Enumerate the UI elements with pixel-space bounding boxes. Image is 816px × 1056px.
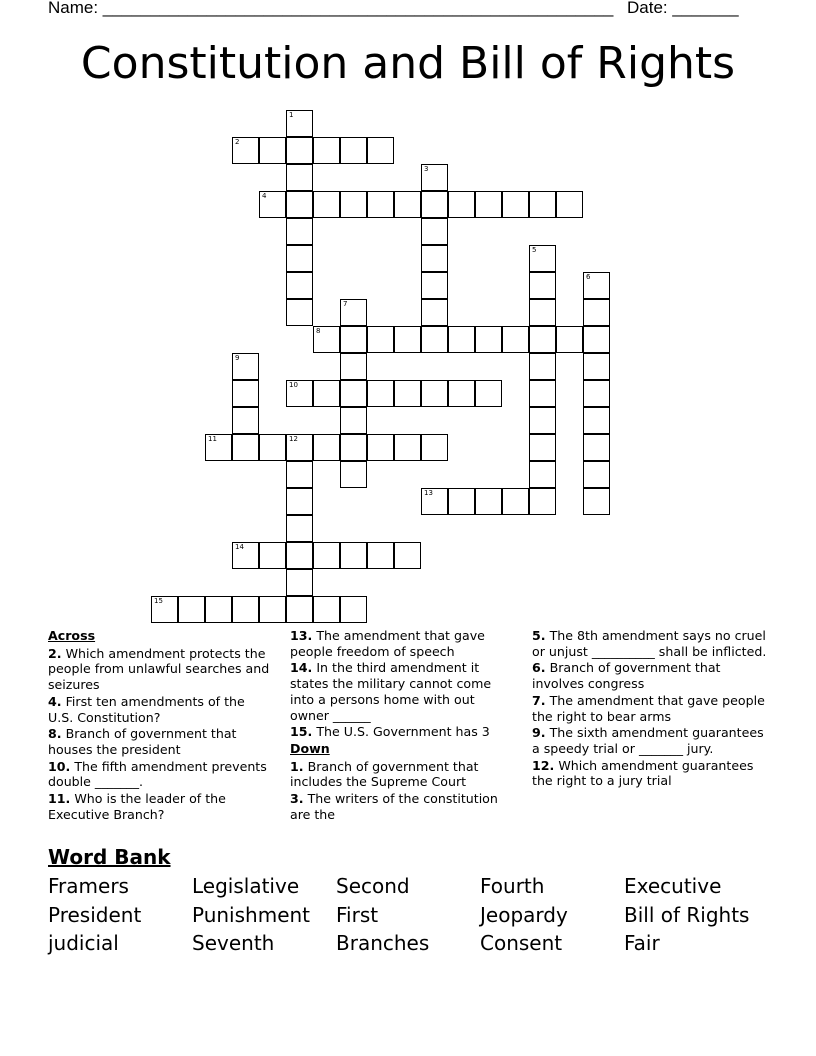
clue-number: 2 (235, 138, 240, 146)
crossword-cell[interactable] (232, 542, 259, 569)
word-bank-item: judicial (48, 931, 119, 955)
crossword-cell[interactable] (286, 191, 313, 218)
crossword-cell[interactable] (583, 461, 610, 488)
crossword-cell[interactable] (475, 488, 502, 515)
crossword-cell[interactable] (529, 461, 556, 488)
word-bank-item: Framers (48, 874, 129, 898)
word-bank-item: President (48, 902, 142, 927)
crossword-cell[interactable] (583, 434, 610, 461)
crossword-cell[interactable] (448, 488, 475, 515)
crossword-cell[interactable] (286, 245, 313, 272)
crossword-cell[interactable] (340, 407, 367, 434)
crossword-cell[interactable] (421, 218, 448, 245)
crossword-cell[interactable] (286, 164, 313, 191)
crossword-cell[interactable] (475, 380, 502, 407)
crossword-cell[interactable] (286, 218, 313, 245)
crossword-cell[interactable] (286, 137, 313, 164)
crossword-cell[interactable] (556, 326, 583, 353)
crossword-cell[interactable] (313, 434, 340, 461)
clue-number: 11 (208, 435, 217, 443)
clue-across-8: 8. Branch of government that houses the president (48, 726, 237, 757)
crossword-cell[interactable] (529, 407, 556, 434)
clue-down-3: 3. The writers of the constitution are the (290, 791, 498, 822)
clue-number: 8 (316, 327, 321, 335)
word-bank-item: Legislative (192, 874, 300, 898)
crossword-cell[interactable] (313, 326, 340, 353)
crossword-cell[interactable] (232, 353, 259, 380)
crossword-cell[interactable] (502, 326, 529, 353)
crossword-cell[interactable] (259, 596, 286, 623)
crossword-cell[interactable] (394, 380, 421, 407)
crossword-cell[interactable] (286, 380, 313, 407)
word-bank-item: Bill of Rights (624, 902, 750, 927)
clue-across-2: 2. Which amendment protects the people from unlawful searches and seizures (48, 645, 270, 693)
crossword-cell[interactable] (340, 137, 367, 164)
clue-number: 9 (235, 354, 240, 362)
date-field-label: Date: _______ (627, 0, 739, 17)
crossword-cell[interactable] (340, 299, 367, 326)
crossword-cell[interactable] (232, 407, 259, 434)
word-bank-item: Fair (624, 931, 660, 955)
clue-across-10: 10. The fifth amendment prevents double _______. (48, 758, 267, 790)
crossword-cell[interactable] (475, 191, 502, 218)
crossword-cell[interactable] (421, 326, 448, 353)
crossword-cell[interactable] (448, 326, 475, 353)
word-bank-item: First (336, 902, 379, 927)
clue-number: 13 (424, 489, 433, 497)
name-field-label: Name: ______________________________________________________ (48, 0, 614, 17)
crossword-cell[interactable] (394, 191, 421, 218)
crossword-cell[interactable] (259, 542, 286, 569)
crossword-cell[interactable] (421, 434, 448, 461)
crossword-cell[interactable] (583, 299, 610, 326)
crossword-cell[interactable] (340, 380, 367, 407)
crossword-cell[interactable] (259, 434, 286, 461)
clue-down-6: 6. Branch of government that involves congress (532, 660, 721, 692)
crossword-cell[interactable] (394, 542, 421, 569)
clue-across-13: 13. The amendment that gave people freedom of speech (290, 628, 485, 659)
crossword-cell[interactable] (421, 272, 448, 299)
crossword-cell[interactable] (583, 407, 610, 434)
word-bank-item: Consent (480, 931, 563, 955)
crossword-cell[interactable] (394, 434, 421, 461)
crossword-cell[interactable] (583, 488, 610, 515)
page-title: Constitution and Bill of Rights (80, 38, 736, 89)
crossword-cell[interactable] (367, 191, 394, 218)
word-bank-title: Word Bank (48, 845, 171, 869)
clue-down-1: 1. Branch of government that includes the Supreme Court (290, 758, 479, 790)
word-bank-item: Second (336, 874, 410, 898)
crossword-cell[interactable] (313, 191, 340, 218)
word-bank (48, 873, 788, 957)
crossword-cell[interactable] (394, 326, 421, 353)
clue-number: 1 (289, 111, 294, 119)
crossword-cell[interactable] (286, 542, 313, 569)
crossword-cell[interactable] (286, 299, 313, 326)
crossword-cell[interactable] (556, 191, 583, 218)
crossword-cell[interactable] (583, 353, 610, 380)
crossword-cell[interactable] (583, 380, 610, 407)
clue-column-3 (532, 628, 772, 790)
clue-number: 3 (424, 165, 429, 173)
across-heading: Across (48, 628, 96, 643)
crossword-cell[interactable] (259, 191, 286, 218)
crossword-cell[interactable] (421, 164, 448, 191)
crossword-cell[interactable] (286, 488, 313, 515)
clue-number: 6 (586, 273, 591, 281)
crossword-cell[interactable] (529, 380, 556, 407)
clue-number: 14 (235, 543, 244, 551)
clue-number: 4 (262, 192, 267, 200)
clue-number: 7 (343, 300, 348, 308)
clue-down-5: 5. The 8th amendment says no cruel or unjust __________ shall be inflicted. (532, 628, 767, 659)
crossword-cell[interactable] (529, 434, 556, 461)
crossword-cell[interactable] (421, 380, 448, 407)
crossword-cell[interactable] (313, 380, 340, 407)
crossword-cell[interactable] (529, 488, 556, 515)
clue-down-7: 7. The amendment that gave people the right to bear arms (532, 692, 765, 724)
crossword-cell[interactable] (421, 191, 448, 218)
crossword-cell[interactable] (340, 542, 367, 569)
crossword-cell[interactable] (313, 596, 340, 623)
crossword-cell[interactable] (340, 434, 367, 461)
word-bank-item: Fourth (480, 874, 545, 898)
crossword-cell[interactable] (286, 515, 313, 542)
crossword-cell[interactable] (340, 461, 367, 488)
clue-across-15: 15. The U.S. Government has 3 (290, 724, 490, 740)
crossword-cell[interactable] (313, 137, 340, 164)
crossword-cell[interactable] (313, 542, 340, 569)
word-bank-item: Executive (624, 874, 722, 898)
crossword-cell[interactable] (340, 326, 367, 353)
clue-across-14: 14. In the third amendment it states the military cannot come into a persons home with out owner ______ (290, 660, 492, 723)
clue-down-12: 12. Which amendment guarantees the right to a jury trial (532, 757, 754, 789)
crossword-cell[interactable] (421, 299, 448, 326)
clue-across-4: 4. First ten amendments of the U.S. Constitution? (48, 693, 245, 725)
crossword-cell[interactable] (178, 596, 205, 623)
crossword-cell[interactable] (421, 488, 448, 515)
crossword-cell[interactable] (286, 596, 313, 623)
crossword-cell[interactable] (286, 461, 313, 488)
down-heading: Down (290, 740, 330, 756)
clue-column-2 (290, 628, 515, 823)
crossword-cell[interactable] (448, 191, 475, 218)
crossword-cell[interactable] (286, 110, 313, 137)
crossword-cell[interactable] (232, 596, 259, 623)
crossword-cell[interactable] (367, 326, 394, 353)
word-bank-item: Jeopardy (480, 902, 568, 927)
crossword-cell[interactable] (502, 191, 529, 218)
clue-number: 10 (289, 381, 298, 389)
crossword-cell[interactable] (367, 380, 394, 407)
crossword-cell[interactable] (259, 137, 286, 164)
crossword-cell[interactable] (583, 326, 610, 353)
crossword-cell[interactable] (232, 137, 259, 164)
crossword-cell[interactable] (286, 569, 313, 596)
crossword-cell[interactable] (340, 596, 367, 623)
crossword-cell[interactable] (340, 191, 367, 218)
crossword-cell[interactable] (502, 488, 529, 515)
crossword-cell[interactable] (232, 380, 259, 407)
crossword-cell[interactable] (448, 380, 475, 407)
word-bank-item: Branches (336, 931, 430, 955)
crossword-cell[interactable] (529, 272, 556, 299)
clue-column-1 (48, 628, 273, 823)
clue-number: 12 (289, 435, 298, 443)
clue-number: 15 (154, 597, 163, 605)
crossword-cell[interactable] (367, 542, 394, 569)
crossword-cell[interactable] (340, 353, 367, 380)
crossword-cell[interactable] (529, 191, 556, 218)
clue-number: 5 (532, 246, 537, 254)
crossword-cell[interactable] (529, 326, 556, 353)
crossword-cell[interactable] (151, 596, 178, 623)
crossword-cell[interactable] (286, 434, 313, 461)
crossword-cell[interactable] (286, 272, 313, 299)
crossword-cell[interactable] (367, 434, 394, 461)
crossword-cell[interactable] (529, 353, 556, 380)
crossword-cell[interactable] (205, 434, 232, 461)
crossword-cell[interactable] (232, 434, 259, 461)
word-bank-item: Seventh (192, 931, 275, 955)
crossword-cell[interactable] (475, 326, 502, 353)
crossword-cell[interactable] (367, 137, 394, 164)
crossword-cell[interactable] (583, 272, 610, 299)
clue-across-11: 11. Who is the leader of the Executive Branch? (48, 791, 226, 822)
crossword-cell[interactable] (421, 245, 448, 272)
clue-down-9: 9. The sixth amendment guarantees a speedy trial or _______ jury. (532, 725, 764, 756)
word-bank-item: Punishment (192, 902, 311, 927)
crossword-cell[interactable] (205, 596, 232, 623)
crossword-cell[interactable] (529, 299, 556, 326)
crossword-cell[interactable] (529, 245, 556, 272)
